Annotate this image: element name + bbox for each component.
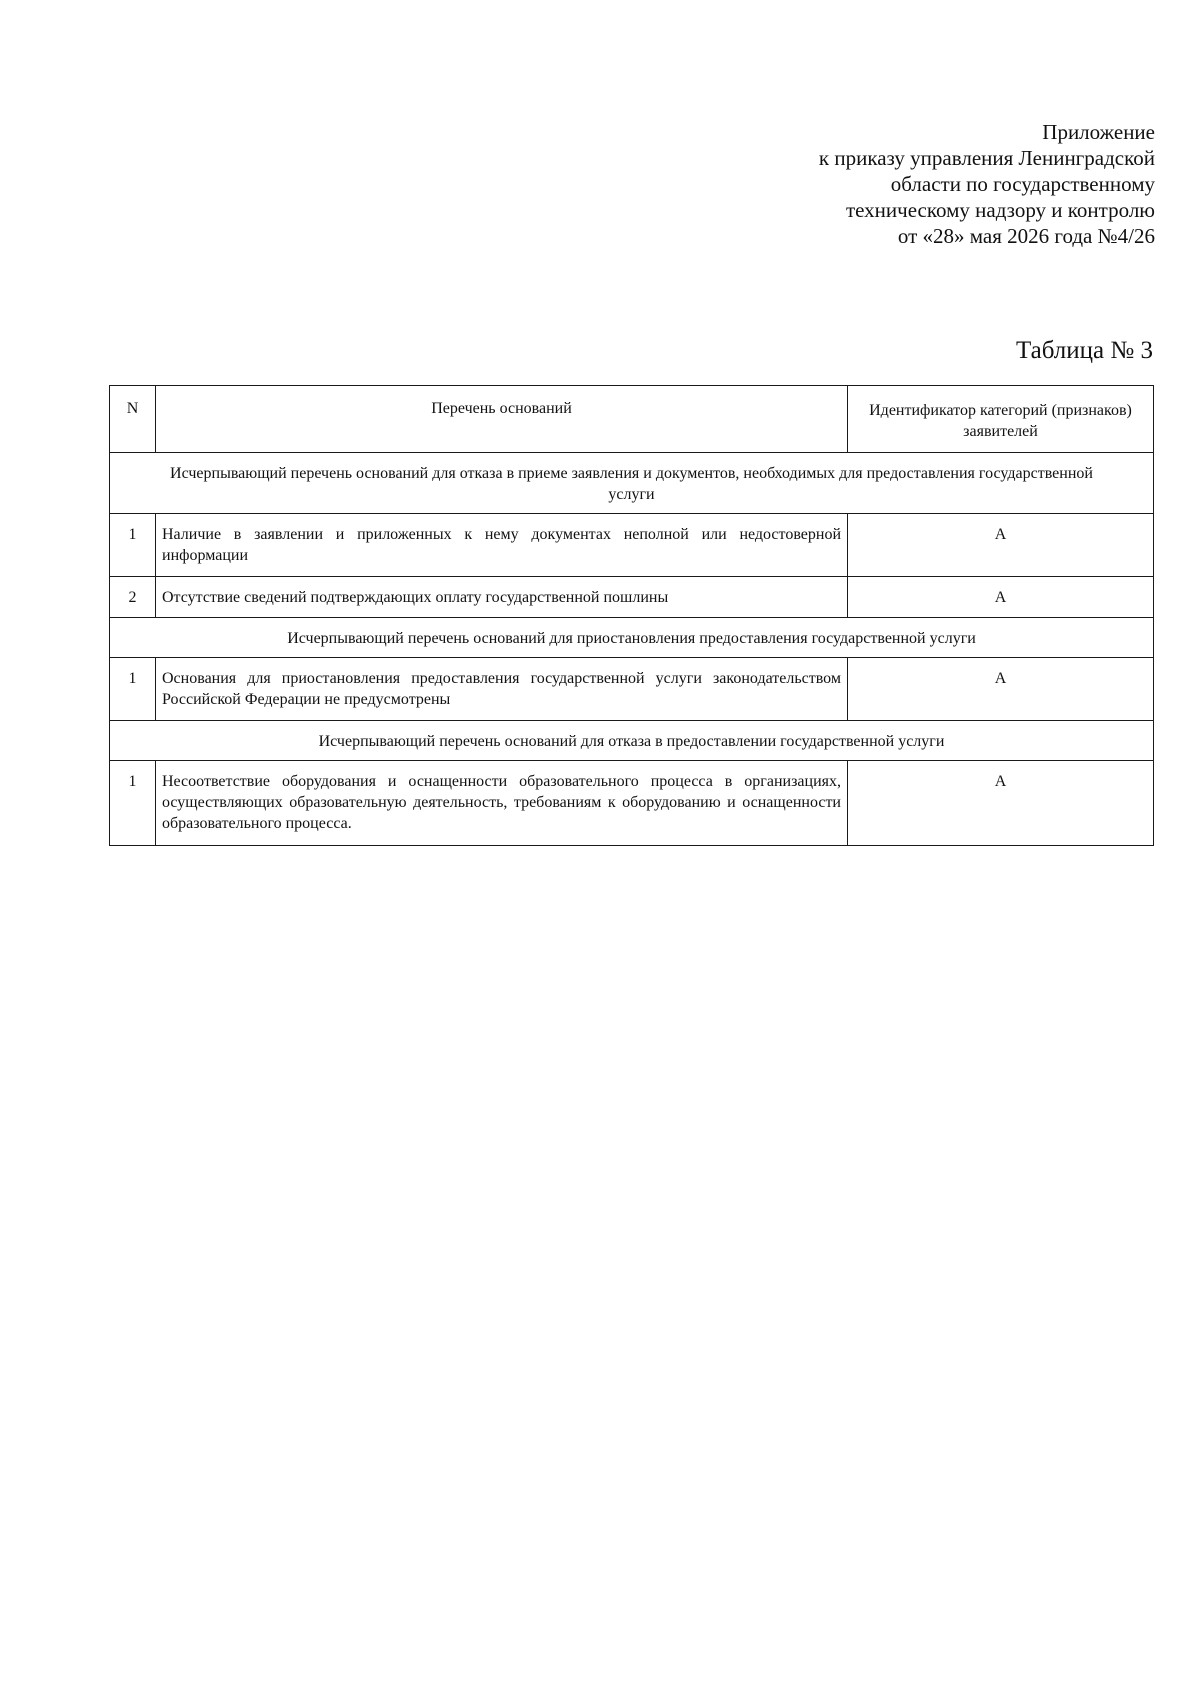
- row-num: 1: [110, 658, 156, 721]
- row-text: Основания для приостановления предоставления государственной услуги законодательством Российской Федерации не предусмотрены: [156, 658, 848, 721]
- row-num: 2: [110, 577, 156, 618]
- appendix-line: области по государственному: [890, 172, 1155, 196]
- row-text: Наличие в заявлении и приложенных к нему документах неполной или недостоверной информации: [156, 514, 848, 577]
- table-row: [110, 761, 1154, 846]
- appendix-line: Приложение: [1042, 120, 1155, 144]
- table-row: [110, 577, 1154, 618]
- appendix-line: к приказу управления Ленинградской: [818, 146, 1155, 170]
- row-identifier: А: [848, 514, 1154, 577]
- section-row: [110, 721, 1154, 761]
- header-num: N: [110, 386, 156, 453]
- header-grounds: Перечень оснований: [156, 386, 848, 453]
- row-identifier: А: [848, 658, 1154, 721]
- table-header-row: [110, 386, 1154, 453]
- grounds-table: [109, 385, 1154, 846]
- section-row: [110, 618, 1154, 658]
- appendix-line: от «28» мая 2026 года №4/26: [897, 224, 1155, 248]
- row-identifier: А: [848, 761, 1154, 846]
- section-title: Исчерпывающий перечень оснований для отказа в приеме заявления и документов, необходимых для предоставления государственной услуги: [110, 453, 1154, 514]
- row-identifier: А: [848, 577, 1154, 618]
- table-label: Таблица № 3: [1015, 337, 1153, 364]
- header-identifier: Идентификатор категорий (признаков) заявителей: [848, 386, 1154, 453]
- section-title: Исчерпывающий перечень оснований для отказа в предоставлении государственной услуги: [110, 721, 1154, 761]
- table-row: [110, 658, 1154, 721]
- appendix-line: техническому надзору и контролю: [845, 198, 1155, 222]
- section-title: Исчерпывающий перечень оснований для приостановления предоставления государственной услуги: [110, 618, 1154, 658]
- section-row: [110, 453, 1154, 514]
- row-num: 1: [110, 514, 156, 577]
- table-row: [110, 514, 1154, 577]
- row-text: Несоответствие оборудования и оснащенности образовательного процесса в организациях, осуществляющих образовательную деятельность, требованиям к оборудованию и оснащенности образовательного процесса.: [156, 761, 848, 846]
- appendix-header: [819, 119, 1155, 249]
- row-num: 1: [110, 761, 156, 846]
- row-text: Отсутствие сведений подтверждающих оплату государственной пошлины: [156, 577, 848, 618]
